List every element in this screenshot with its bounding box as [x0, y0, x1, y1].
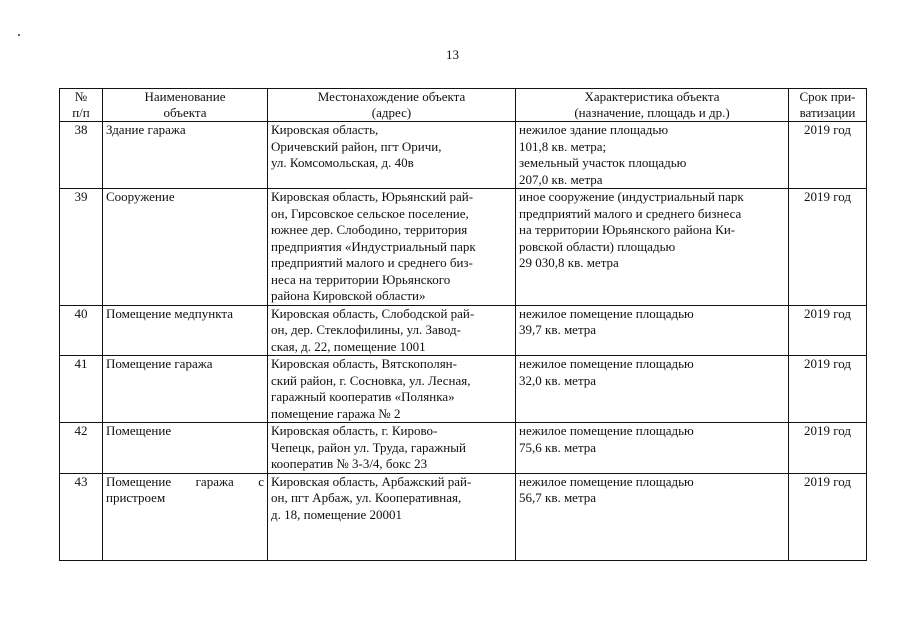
object-name: Здание гаража	[103, 122, 268, 189]
privatization-term: 2019 год	[789, 189, 867, 306]
row-number: 41	[60, 356, 103, 423]
header-characteristic: Характеристика объекта (назначение, площадь и др.)	[516, 89, 789, 122]
privatization-table	[59, 88, 867, 561]
object-address: Кировская область, Оричевский район, пгт Оричи, ул. Комсомольская, д. 40в	[268, 122, 516, 189]
header-address: Местонахождение объекта (адрес)	[268, 89, 516, 122]
privatization-term: 2019 год	[789, 356, 867, 423]
table-row	[60, 473, 867, 560]
row-number: 42	[60, 423, 103, 474]
object-characteristic: иное сооружение (индустриальный парк предприятий малого и среднего бизнеса на территории Юрьянского района Ки- ровской области) площадью 29 030,8 кв. метра	[516, 189, 789, 306]
object-address: Кировская область, Юрьянский рай- он, Гирсовское сельское поселение, южнее дер. Слободино, территория предприятия «Индустриальный парк предприятий малого и среднего биз- неса на территории Юрьянского района Кировской области»	[268, 189, 516, 306]
row-number: 38	[60, 122, 103, 189]
header-name: Наименование объекта	[103, 89, 268, 122]
privatization-term: 2019 год	[789, 473, 867, 560]
table-row	[60, 356, 867, 423]
header-term: Срок при- ватизации	[789, 89, 867, 122]
row-number: 43	[60, 473, 103, 560]
table-header-row	[60, 89, 867, 122]
object-name: Помещение медпункта	[103, 305, 268, 356]
privatization-term: 2019 год	[789, 305, 867, 356]
object-name: Сооружение	[103, 189, 268, 306]
object-name: Помещение гаража с пристроем	[103, 473, 268, 560]
object-characteristic: нежилое помещение площадью 75,6 кв. метра	[516, 423, 789, 474]
object-characteristic: нежилое помещение площадью 56,7 кв. метра	[516, 473, 789, 560]
header-num: № п/п	[60, 89, 103, 122]
privatization-term: 2019 год	[789, 122, 867, 189]
privatization-term: 2019 год	[789, 423, 867, 474]
object-address: Кировская область, Вятскополян- ский район, г. Сосновка, ул. Лесная, гаражный кооператив «Полянка» помещение гаража № 2	[268, 356, 516, 423]
page-number: 13	[446, 47, 459, 62]
object-characteristic: нежилое помещение площадью 39,7 кв. метра	[516, 305, 789, 356]
table-row	[60, 122, 867, 189]
table-row	[60, 305, 867, 356]
table-row	[60, 423, 867, 474]
object-name: Помещение	[103, 423, 268, 474]
scan-speck	[18, 34, 20, 36]
object-address: Кировская область, Слободской рай- он, дер. Стеклофилины, ул. Завод- ская, д. 22, помещение 1001	[268, 305, 516, 356]
object-name: Помещение гаража	[103, 356, 268, 423]
object-address: Кировская область, Арбажский рай- он, пгт Арбаж, ул. Кооперативная, д. 18, помещение 20001	[268, 473, 516, 560]
object-address: Кировская область, г. Кирово- Чепецк, район ул. Труда, гаражный кооператив № 3-3/4, бокс 23	[268, 423, 516, 474]
row-number: 39	[60, 189, 103, 306]
row-number: 40	[60, 305, 103, 356]
object-characteristic: нежилое здание площадью 101,8 кв. метра; земельный участок площадью 207,0 кв. метра	[516, 122, 789, 189]
table-row	[60, 189, 867, 306]
object-characteristic: нежилое помещение площадью 32,0 кв. метра	[516, 356, 789, 423]
